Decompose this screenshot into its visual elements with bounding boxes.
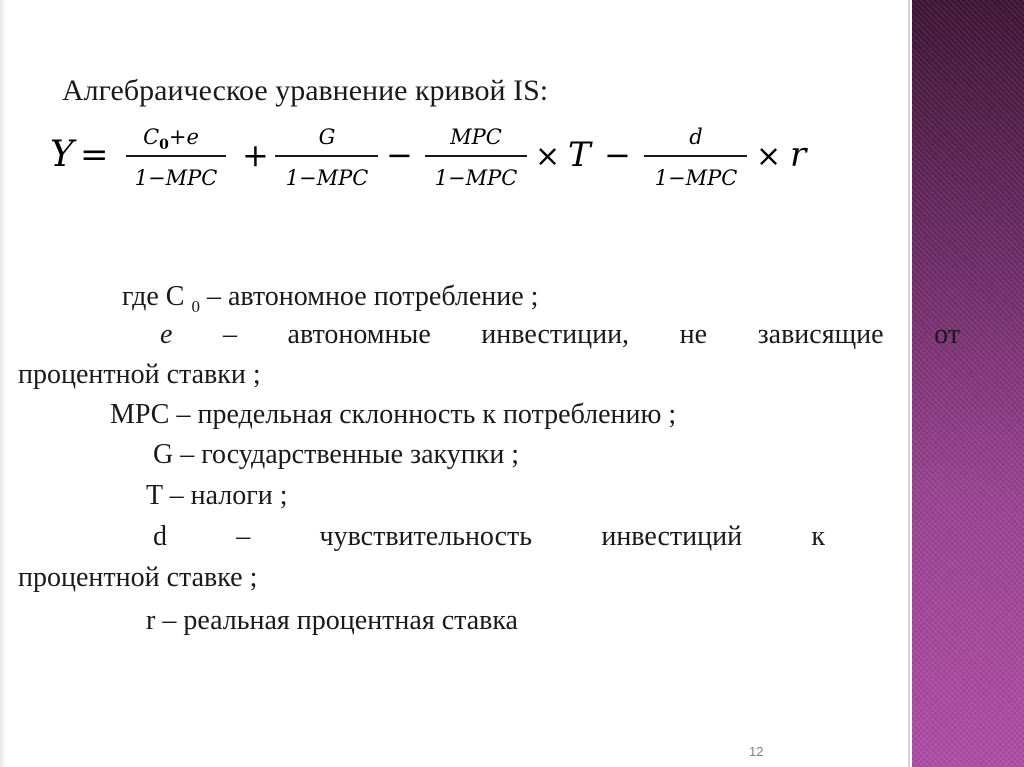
term4-variable: r (790, 135, 807, 175)
def-e-word-4: инвестиции, (481, 319, 630, 350)
def-e-word-3: автономные (287, 319, 431, 350)
def-d-word-1: d (153, 521, 167, 552)
formula-equals: = (80, 135, 109, 175)
formula-lhs: Y (50, 134, 74, 175)
def-c0-subscript: 0 (191, 297, 200, 316)
term3-variable: T (568, 135, 591, 175)
def-mpc: МРС – предельная склонность к потреблению ; (110, 399, 677, 430)
def-e-continuation: процентной ставки ; (18, 359, 261, 390)
def-e-word-6: зависящие (757, 319, 884, 350)
term2-denominator: 1−MPC (285, 166, 369, 190)
def-e-word-5: не (679, 319, 708, 350)
term1-c: C (143, 125, 160, 149)
def-e-first-line (160, 318, 960, 352)
slide-heading: Алгебраическое уравнение кривой IS: (62, 74, 549, 107)
term4-denominator: 1−MPC (654, 166, 738, 190)
decorative-side-band (912, 0, 1024, 767)
term3-numerator: MPC (450, 125, 502, 149)
page-number: 12 (749, 744, 764, 759)
def-g: G – государственные закупки ; (153, 439, 520, 470)
term1-denominator: 1−MPC (134, 166, 218, 190)
def-d-continuation: процентной ставке ; (18, 562, 258, 593)
term1-rest: +e (168, 125, 199, 149)
op-minus-2: − (604, 136, 631, 174)
term3-denominator: 1−MPC (434, 166, 518, 190)
term4-numerator: d (689, 125, 703, 149)
def-c0-prefix: где С (122, 281, 185, 312)
def-e-word-2: – (222, 319, 237, 350)
op-plus: + (242, 136, 269, 174)
def-d-word-4: инвестиций (601, 521, 743, 552)
term2-numerator: G (318, 125, 336, 149)
def-e-word-7: от (934, 319, 960, 350)
times-1: × (535, 139, 561, 174)
op-minus-1: − (386, 136, 413, 174)
divider-line (908, 0, 910, 767)
def-c0-text: – автономное потребление ; (206, 281, 539, 312)
def-e-word-1: e (160, 319, 173, 350)
term1-c-subscript: 0 (159, 137, 169, 153)
times-2: × (756, 139, 782, 174)
def-d-word-2: – (236, 521, 251, 552)
def-d-first-line (153, 520, 825, 554)
def-c0 (122, 280, 538, 317)
def-d-word-3: чувствительность (319, 521, 533, 552)
def-r: r – реальная процентная ставка (146, 605, 518, 636)
def-t: T – налоги ; (146, 480, 288, 511)
def-d-word-5: к (811, 521, 825, 552)
